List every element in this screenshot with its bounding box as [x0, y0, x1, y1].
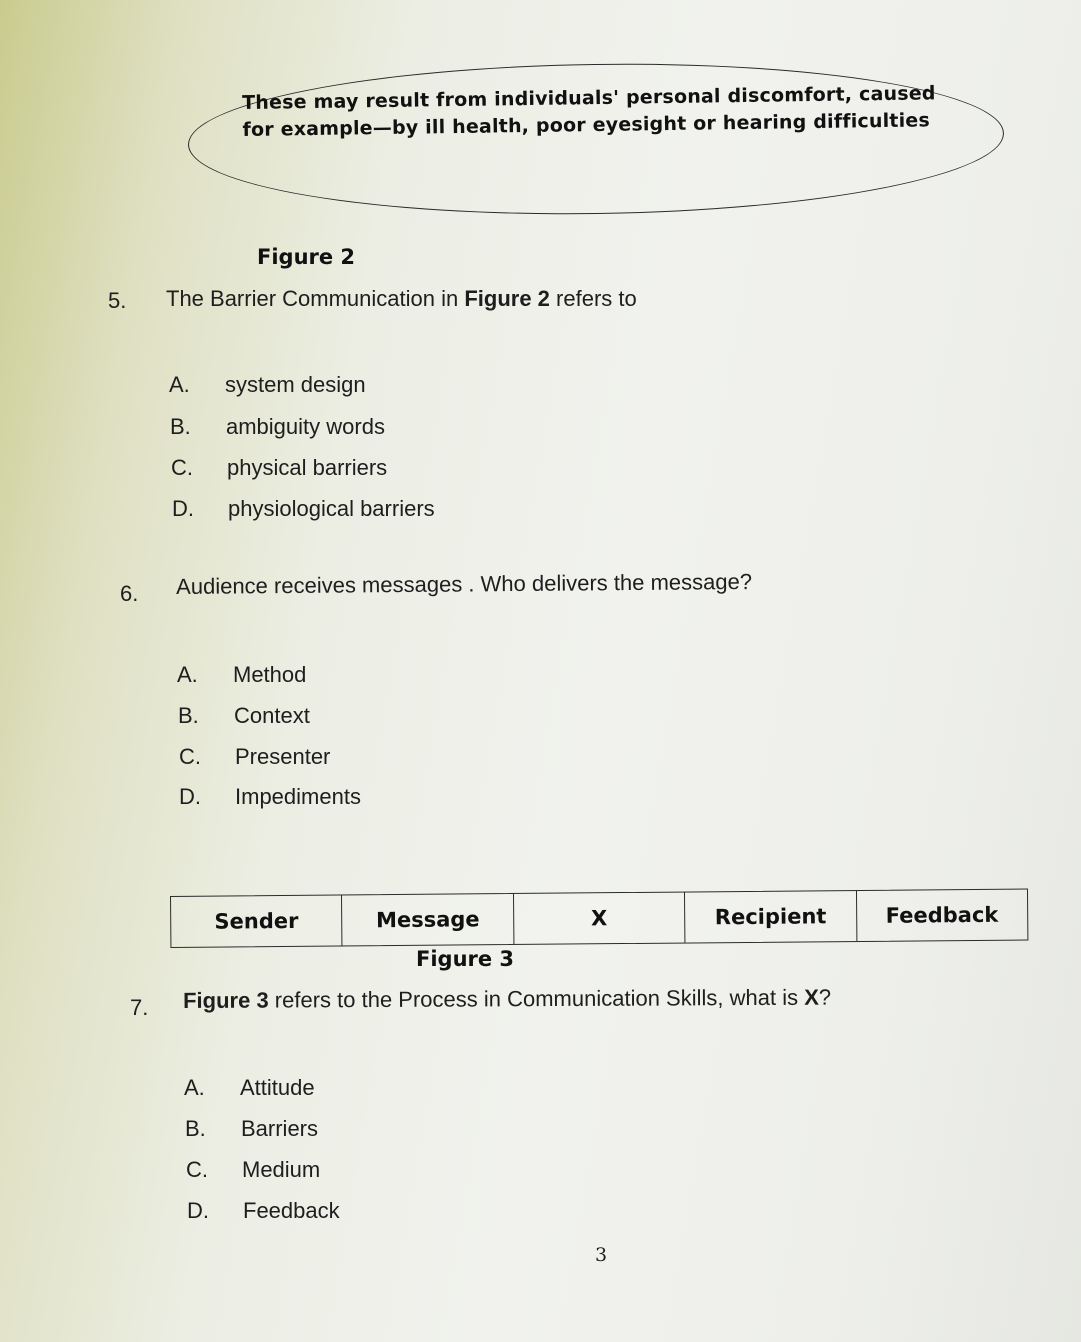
q6-option-c[interactable] — [179, 744, 330, 770]
q7-text-bold: Figure 3 — [183, 987, 269, 1013]
q5-text-post: refers to — [549, 286, 637, 311]
q6-option-c-letter: C. — [179, 744, 201, 769]
figure3-cell-recipient: Recipient — [685, 891, 857, 942]
q6-option-b-letter: B. — [178, 703, 199, 728]
q7-option-b-letter: B. — [185, 1116, 206, 1141]
q7-text-mid: refers to the Process in Communication Skills, what is — [268, 984, 805, 1013]
q7-option-b-text: Barriers — [241, 1116, 319, 1141]
q7-option-a-letter: A. — [184, 1075, 205, 1100]
q5-option-b[interactable] — [170, 414, 385, 440]
q7-number: 7. — [130, 995, 149, 1020]
q6-option-a[interactable] — [177, 662, 306, 688]
q6-option-a-letter: A. — [177, 662, 198, 687]
figure3-cell-x: X — [514, 893, 686, 944]
figure3-cell-feedback: Feedback — [885, 902, 999, 928]
q6-option-a-text: Method — [233, 662, 307, 687]
q7-option-d-letter: D. — [187, 1198, 209, 1223]
q7-option-d[interactable] — [187, 1198, 340, 1224]
figure3-caption: Figure 3 — [416, 947, 515, 971]
q6-text: Audience receives messages . Who delivers the message? — [176, 568, 753, 599]
q7-option-a-text: Attitude — [240, 1075, 315, 1100]
q7-option-d-text: Feedback — [243, 1198, 340, 1223]
q5-text — [166, 286, 637, 312]
q5-option-b-text: ambiguity words — [226, 414, 385, 439]
figure2-line-1: These may result from individuals' personal discomfort, caused — [242, 82, 936, 114]
q7-option-c-text: Medium — [242, 1157, 321, 1182]
figure3-process-table — [170, 889, 1028, 948]
q5-option-b-letter: B. — [170, 414, 191, 439]
q6-option-c-text: Presenter — [235, 744, 331, 769]
q7-option-a[interactable] — [184, 1075, 315, 1101]
q5-option-d-text: physiological barriers — [228, 496, 435, 521]
q5-option-a[interactable] — [169, 372, 366, 398]
q6-number: 6. — [120, 581, 139, 606]
q5-text-pre: The Barrier Communication in — [166, 286, 465, 311]
q6-option-d[interactable] — [179, 784, 361, 810]
q6-option-d-letter: D. — [179, 784, 201, 809]
q6-option-b[interactable] — [178, 703, 310, 729]
q7-text — [183, 985, 831, 1014]
q6-option-b-text: Context — [234, 703, 310, 728]
figure2-line-2: for example—by ill health, poor eyesight or hearing difficulties — [242, 109, 931, 141]
q7-option-c-letter: C. — [186, 1157, 208, 1182]
q7-option-c[interactable] — [186, 1157, 320, 1183]
figure3-cell-sender: Sender — [171, 895, 343, 946]
q6-option-d-text: Impediments — [235, 784, 361, 809]
q7-text-bold2: X — [804, 984, 819, 1010]
figure2-text — [242, 80, 963, 144]
q5-option-d-letter: D. — [172, 496, 194, 521]
figure2-caption: Figure 2 — [257, 245, 356, 269]
q5-option-c-letter: C. — [171, 455, 193, 480]
page-number: 3 — [595, 1244, 608, 1266]
q5-option-c-text: physical barriers — [227, 455, 388, 480]
q5-option-a-text: system design — [225, 372, 366, 397]
q5-option-d[interactable] — [172, 496, 435, 522]
q5-option-a-letter: A. — [169, 372, 190, 397]
q5-text-bold: Figure 2 — [464, 286, 550, 311]
figure3-cell-message: Message — [342, 894, 514, 945]
q7-text-post: ? — [818, 984, 832, 1010]
q5-option-c[interactable] — [171, 455, 387, 481]
q5-number: 5. — [108, 288, 127, 313]
q7-option-b[interactable] — [185, 1116, 318, 1142]
